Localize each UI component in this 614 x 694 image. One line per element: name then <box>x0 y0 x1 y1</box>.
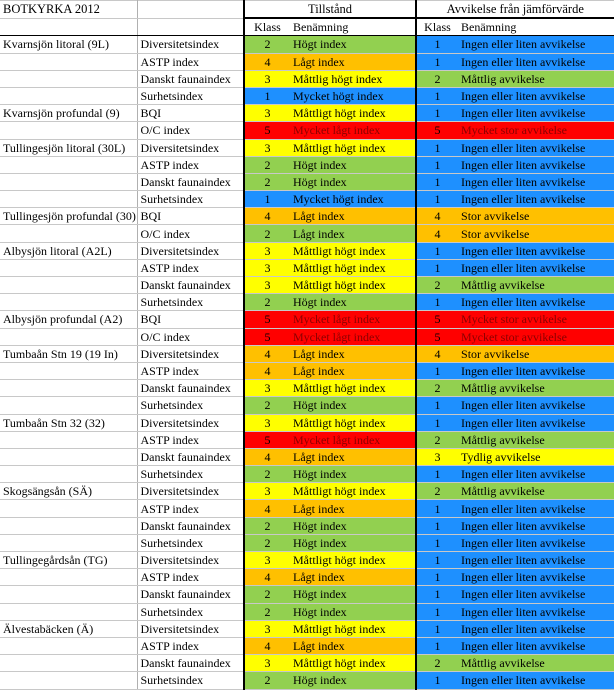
tillstand-klass-cell[interactable]: 4 <box>244 500 290 517</box>
tillstand-benamning-cell[interactable]: Högt index <box>290 534 416 551</box>
avvikelse-benamning-cell[interactable]: Ingen eller liten avvikelse <box>458 242 614 259</box>
avvikelse-benamning-cell[interactable]: Mycket stor avvikelse <box>458 122 614 139</box>
index-name-cell[interactable]: Diversitetsindex <box>137 552 244 569</box>
tillstand-benamning-cell[interactable]: Mycket lågt index <box>290 311 416 328</box>
avvikelse-benamning-cell[interactable]: Mycket stor avvikelse <box>458 328 614 345</box>
header-klass-avvikelse[interactable]: Klass <box>416 18 458 36</box>
index-name-cell[interactable]: ASTP index <box>137 431 244 448</box>
table-row <box>0 431 614 448</box>
site-name-cell[interactable]: Tullingesjön profundal (30) <box>0 208 137 225</box>
avvikelse-klass-cell[interactable]: 1 <box>416 534 458 551</box>
tillstand-klass-cell[interactable]: 4 <box>244 208 290 225</box>
tillstand-benamning-cell[interactable]: Måttligt högt index <box>290 620 416 637</box>
avvikelse-benamning-cell[interactable]: Ingen eller liten avvikelse <box>458 603 614 620</box>
table-row <box>0 122 614 139</box>
tillstand-benamning-cell[interactable]: Mycket lågt index <box>290 431 416 448</box>
index-name-cell[interactable]: Danskt faunaindex <box>137 277 244 294</box>
table-row <box>0 655 614 672</box>
avvikelse-benamning-cell[interactable]: Ingen eller liten avvikelse <box>458 637 614 654</box>
table-row <box>0 87 614 104</box>
avvikelse-benamning-cell[interactable]: Ingen eller liten avvikelse <box>458 191 614 208</box>
index-name-cell[interactable]: ASTP index <box>137 156 244 173</box>
avvikelse-benamning-cell[interactable]: Ingen eller liten avvikelse <box>458 173 614 190</box>
avvikelse-benamning-cell[interactable]: Måttlig avvikelse <box>458 380 614 397</box>
sheet-title[interactable]: BOTKYRKA 2012 <box>0 1 137 19</box>
avvikelse-benamning-cell[interactable]: Ingen eller liten avvikelse <box>458 156 614 173</box>
header-row-main <box>0 1 614 19</box>
site-empty-cell[interactable] <box>0 517 137 534</box>
avvikelse-klass-cell[interactable]: 1 <box>416 242 458 259</box>
site-name-cell[interactable]: Kvarnsjön profundal (9) <box>0 105 137 122</box>
avvikelse-klass-cell[interactable]: 5 <box>416 311 458 328</box>
avvikelse-klass-cell[interactable]: 1 <box>416 500 458 517</box>
tillstand-klass-cell[interactable]: 2 <box>244 173 290 190</box>
table-row <box>0 36 614 53</box>
tillstand-klass-cell[interactable]: 4 <box>244 345 290 362</box>
tillstand-benamning-cell[interactable]: Måttligt högt index <box>290 242 416 259</box>
tillstand-klass-cell[interactable]: 4 <box>244 448 290 465</box>
table-row <box>0 294 614 311</box>
table-row <box>0 672 614 689</box>
index-name-cell[interactable]: ASTP index <box>137 500 244 517</box>
tillstand-benamning-cell[interactable]: Högt index <box>290 466 416 483</box>
site-empty-cell[interactable] <box>0 534 137 551</box>
avvikelse-klass-cell[interactable]: 2 <box>416 655 458 672</box>
index-name-cell[interactable]: Danskt faunaindex <box>137 655 244 672</box>
tillstand-benamning-cell[interactable]: Mycket lågt index <box>290 122 416 139</box>
table-body <box>0 36 614 689</box>
header-empty-cell[interactable] <box>0 18 137 36</box>
tillstand-benamning-cell[interactable]: Måttligt högt index <box>290 483 416 500</box>
tillstand-klass-cell[interactable]: 5 <box>244 311 290 328</box>
index-name-cell[interactable]: O/C index <box>137 328 244 345</box>
index-name-cell[interactable]: Surhetsindex <box>137 672 244 689</box>
avvikelse-klass-cell[interactable]: 1 <box>416 637 458 654</box>
site-name-cell[interactable]: Tullingegårdsån (TG) <box>0 552 137 569</box>
avvikelse-klass-cell[interactable]: 1 <box>416 397 458 414</box>
site-empty-cell[interactable] <box>0 500 137 517</box>
avvikelse-klass-cell[interactable]: 2 <box>416 380 458 397</box>
table-row <box>0 362 614 379</box>
table-row <box>0 397 614 414</box>
index-name-cell[interactable]: Danskt faunaindex <box>137 380 244 397</box>
avvikelse-klass-cell[interactable]: 5 <box>416 328 458 345</box>
site-empty-cell[interactable] <box>0 87 137 104</box>
tillstand-benamning-cell[interactable]: Högt index <box>290 603 416 620</box>
tillstand-klass-cell[interactable]: 3 <box>244 277 290 294</box>
index-name-cell[interactable]: Danskt faunaindex <box>137 173 244 190</box>
avvikelse-klass-cell[interactable]: 3 <box>416 448 458 465</box>
table-row <box>0 242 614 259</box>
avvikelse-benamning-cell[interactable]: Ingen eller liten avvikelse <box>458 552 614 569</box>
table-row <box>0 603 614 620</box>
tillstand-benamning-cell[interactable]: Högt index <box>290 586 416 603</box>
tillstand-klass-cell[interactable]: 3 <box>244 483 290 500</box>
site-name-cell[interactable]: Albysjön litoral (A2L) <box>0 242 137 259</box>
tillstand-klass-cell[interactable]: 3 <box>244 242 290 259</box>
table-row <box>0 345 614 362</box>
table-row <box>0 139 614 156</box>
site-empty-cell[interactable] <box>0 259 137 276</box>
index-name-cell[interactable]: ASTP index <box>137 637 244 654</box>
tillstand-klass-cell[interactable]: 3 <box>244 620 290 637</box>
index-name-cell[interactable]: Diversitetsindex <box>137 36 244 53</box>
tillstand-klass-cell[interactable]: 2 <box>244 156 290 173</box>
index-name-cell[interactable]: Surhetsindex <box>137 397 244 414</box>
site-name-cell[interactable]: Albysjön profundal (A2) <box>0 311 137 328</box>
avvikelse-klass-cell[interactable]: 2 <box>416 277 458 294</box>
tillstand-klass-cell[interactable]: 2 <box>244 534 290 551</box>
header-row-sub <box>0 18 614 36</box>
tillstand-klass-cell[interactable]: 4 <box>244 362 290 379</box>
avvikelse-klass-cell[interactable]: 2 <box>416 70 458 87</box>
header-benamning-tillstand[interactable]: Benämning <box>290 18 416 36</box>
avvikelse-klass-cell[interactable]: 4 <box>416 225 458 242</box>
avvikelse-benamning-cell[interactable]: Ingen eller liten avvikelse <box>458 672 614 689</box>
site-empty-cell[interactable] <box>0 362 137 379</box>
site-empty-cell[interactable] <box>0 191 137 208</box>
site-empty-cell[interactable] <box>0 70 137 87</box>
tillstand-klass-cell[interactable]: 2 <box>244 466 290 483</box>
avvikelse-benamning-cell[interactable]: Ingen eller liten avvikelse <box>458 139 614 156</box>
avvikelse-benamning-cell[interactable]: Måttlig avvikelse <box>458 483 614 500</box>
site-name-cell[interactable]: Tumbaån Stn 19 (19 In) <box>0 345 137 362</box>
site-empty-cell[interactable] <box>0 466 137 483</box>
index-name-cell[interactable]: ASTP index <box>137 362 244 379</box>
avvikelse-klass-cell[interactable]: 1 <box>416 552 458 569</box>
avvikelse-klass-cell[interactable]: 1 <box>416 294 458 311</box>
site-empty-cell[interactable] <box>0 672 137 689</box>
tillstand-benamning-cell[interactable]: Måttligt högt index <box>290 139 416 156</box>
tillstand-benamning-cell[interactable]: Lågt index <box>290 637 416 654</box>
tillstand-benamning-cell[interactable]: Lågt index <box>290 53 416 70</box>
tillstand-klass-cell[interactable]: 2 <box>244 603 290 620</box>
header-benamning-avvikelse[interactable]: Benämning <box>458 18 614 36</box>
avvikelse-klass-cell[interactable]: 1 <box>416 53 458 70</box>
site-name-cell[interactable]: Älvestabäcken (Ä) <box>0 620 137 637</box>
tillstand-klass-cell[interactable]: 3 <box>244 380 290 397</box>
site-empty-cell[interactable] <box>0 294 137 311</box>
site-name-cell[interactable]: Skogsängsån (SÄ) <box>0 483 137 500</box>
avvikelse-benamning-cell[interactable]: Ingen eller liten avvikelse <box>458 534 614 551</box>
avvikelse-klass-cell[interactable]: 1 <box>416 414 458 431</box>
avvikelse-benamning-cell[interactable]: Tydlig avvikelse <box>458 448 614 465</box>
tillstand-benamning-cell[interactable]: Måttligt högt index <box>290 655 416 672</box>
avvikelse-benamning-cell[interactable]: Ingen eller liten avvikelse <box>458 53 614 70</box>
index-name-cell[interactable]: ASTP index <box>137 53 244 70</box>
tillstand-klass-cell[interactable]: 2 <box>244 225 290 242</box>
avvikelse-klass-cell[interactable]: 1 <box>416 36 458 53</box>
table-row <box>0 259 614 276</box>
avvikelse-klass-cell[interactable]: 1 <box>416 466 458 483</box>
index-name-cell[interactable]: ASTP index <box>137 259 244 276</box>
avvikelse-benamning-cell[interactable]: Ingen eller liten avvikelse <box>458 517 614 534</box>
site-empty-cell[interactable] <box>0 397 137 414</box>
index-name-cell[interactable]: O/C index <box>137 122 244 139</box>
avvikelse-benamning-cell[interactable]: Ingen eller liten avvikelse <box>458 87 614 104</box>
index-name-cell[interactable]: Danskt faunaindex <box>137 448 244 465</box>
avvikelse-klass-cell[interactable]: 1 <box>416 173 458 190</box>
avvikelse-benamning-cell[interactable]: Måttlig avvikelse <box>458 431 614 448</box>
avvikelse-benamning-cell[interactable]: Ingen eller liten avvikelse <box>458 397 614 414</box>
avvikelse-klass-cell[interactable]: 1 <box>416 620 458 637</box>
table-row <box>0 483 614 500</box>
tillstand-klass-cell[interactable]: 5 <box>244 122 290 139</box>
tillstand-klass-cell[interactable]: 3 <box>244 139 290 156</box>
table-row <box>0 328 614 345</box>
site-empty-cell[interactable] <box>0 569 137 586</box>
header-tillstand[interactable]: Tillstånd <box>244 1 416 19</box>
avvikelse-klass-cell[interactable]: 1 <box>416 139 458 156</box>
index-name-cell[interactable]: BQI <box>137 311 244 328</box>
table-row <box>0 156 614 173</box>
avvikelse-klass-cell[interactable]: 1 <box>416 259 458 276</box>
avvikelse-benamning-cell[interactable]: Ingen eller liten avvikelse <box>458 620 614 637</box>
avvikelse-klass-cell[interactable]: 1 <box>416 87 458 104</box>
tillstand-benamning-cell[interactable]: Mycket högt index <box>290 87 416 104</box>
header-empty-cell[interactable] <box>137 18 244 36</box>
avvikelse-benamning-cell[interactable]: Ingen eller liten avvikelse <box>458 362 614 379</box>
site-empty-cell[interactable] <box>0 122 137 139</box>
tillstand-benamning-cell[interactable]: Mycket högt index <box>290 191 416 208</box>
tillstand-benamning-cell[interactable]: Lågt index <box>290 362 416 379</box>
index-name-cell[interactable]: ASTP index <box>137 569 244 586</box>
table-row <box>0 191 614 208</box>
index-name-cell[interactable]: Diversitetsindex <box>137 139 244 156</box>
avvikelse-benamning-cell[interactable]: Ingen eller liten avvikelse <box>458 466 614 483</box>
site-empty-cell[interactable] <box>0 448 137 465</box>
tillstand-benamning-cell[interactable]: Lågt index <box>290 225 416 242</box>
avvikelse-klass-cell[interactable]: 1 <box>416 672 458 689</box>
header-empty-cell[interactable] <box>137 1 244 19</box>
tillstand-klass-cell[interactable]: 4 <box>244 569 290 586</box>
tillstand-benamning-cell[interactable]: Högt index <box>290 294 416 311</box>
tillstand-benamning-cell[interactable]: Måttligt högt index <box>290 105 416 122</box>
site-empty-cell[interactable] <box>0 380 137 397</box>
avvikelse-benamning-cell[interactable]: Måttlig avvikelse <box>458 277 614 294</box>
avvikelse-klass-cell[interactable]: 1 <box>416 362 458 379</box>
tillstand-klass-cell[interactable]: 2 <box>244 36 290 53</box>
avvikelse-klass-cell[interactable]: 1 <box>416 156 458 173</box>
table-row <box>0 637 614 654</box>
index-name-cell[interactable]: BQI <box>137 208 244 225</box>
tillstand-benamning-cell[interactable]: Måttligt högt index <box>290 552 416 569</box>
avvikelse-benamning-cell[interactable]: Stor avvikelse <box>458 208 614 225</box>
avvikelse-klass-cell[interactable]: 2 <box>416 431 458 448</box>
tillstand-benamning-cell[interactable]: Mycket lågt index <box>290 328 416 345</box>
index-name-cell[interactable]: Diversitetsindex <box>137 345 244 362</box>
tillstand-klass-cell[interactable]: 3 <box>244 259 290 276</box>
avvikelse-benamning-cell[interactable]: Ingen eller liten avvikelse <box>458 500 614 517</box>
avvikelse-benamning-cell[interactable]: Ingen eller liten avvikelse <box>458 414 614 431</box>
index-name-cell[interactable]: Danskt faunaindex <box>137 517 244 534</box>
avvikelse-benamning-cell[interactable]: Ingen eller liten avvikelse <box>458 569 614 586</box>
table-row <box>0 208 614 225</box>
tillstand-klass-cell[interactable]: 3 <box>244 105 290 122</box>
index-name-cell[interactable]: Diversitetsindex <box>137 620 244 637</box>
site-name-cell[interactable]: Tumbaån Stn 32 (32) <box>0 414 137 431</box>
index-name-cell[interactable]: Diversitetsindex <box>137 242 244 259</box>
table-row <box>0 380 614 397</box>
avvikelse-benamning-cell[interactable]: Ingen eller liten avvikelse <box>458 36 614 53</box>
tillstand-klass-cell[interactable]: 4 <box>244 53 290 70</box>
site-empty-cell[interactable] <box>0 173 137 190</box>
site-empty-cell[interactable] <box>0 603 137 620</box>
tillstand-klass-cell[interactable]: 3 <box>244 655 290 672</box>
tillstand-benamning-cell[interactable]: Måttligt högt index <box>290 259 416 276</box>
avvikelse-benamning-cell[interactable]: Ingen eller liten avvikelse <box>458 105 614 122</box>
index-name-cell[interactable]: Surhetsindex <box>137 603 244 620</box>
tillstand-benamning-cell[interactable]: Lågt index <box>290 345 416 362</box>
tillstand-klass-cell[interactable]: 2 <box>244 397 290 414</box>
table-row <box>0 620 614 637</box>
tillstand-benamning-cell[interactable]: Lågt index <box>290 208 416 225</box>
table-row <box>0 569 614 586</box>
table-row <box>0 534 614 551</box>
site-empty-cell[interactable] <box>0 431 137 448</box>
avvikelse-benamning-cell[interactable]: Stor avvikelse <box>458 225 614 242</box>
tillstand-benamning-cell[interactable]: Måttligt högt index <box>290 277 416 294</box>
tillstand-benamning-cell[interactable]: Lågt index <box>290 500 416 517</box>
index-name-cell[interactable]: BQI <box>137 105 244 122</box>
tillstand-benamning-cell[interactable]: Högt index <box>290 156 416 173</box>
avvikelse-benamning-cell[interactable]: Ingen eller liten avvikelse <box>458 586 614 603</box>
index-name-cell[interactable]: Diversitetsindex <box>137 414 244 431</box>
index-name-cell[interactable]: Surhetsindex <box>137 534 244 551</box>
tillstand-klass-cell[interactable]: 1 <box>244 191 290 208</box>
table-row <box>0 277 614 294</box>
index-name-cell[interactable]: Surhetsindex <box>137 466 244 483</box>
tillstand-benamning-cell[interactable]: Högt index <box>290 672 416 689</box>
tillstand-benamning-cell[interactable]: Högt index <box>290 36 416 53</box>
table-row <box>0 225 614 242</box>
avvikelse-klass-cell[interactable]: 1 <box>416 586 458 603</box>
index-name-cell[interactable]: Danskt faunaindex <box>137 70 244 87</box>
site-name-cell[interactable]: Kvarnsjön litoral (9L) <box>0 36 137 53</box>
index-name-cell[interactable]: Surhetsindex <box>137 294 244 311</box>
site-empty-cell[interactable] <box>0 655 137 672</box>
avvikelse-benamning-cell[interactable]: Mycket stor avvikelse <box>458 311 614 328</box>
table-row <box>0 311 614 328</box>
index-name-cell[interactable]: O/C index <box>137 225 244 242</box>
index-name-cell[interactable]: Danskt faunaindex <box>137 586 244 603</box>
table-row <box>0 70 614 87</box>
avvikelse-klass-cell[interactable]: 1 <box>416 105 458 122</box>
tillstand-klass-cell[interactable]: 3 <box>244 552 290 569</box>
table-row <box>0 105 614 122</box>
avvikelse-benamning-cell[interactable]: Ingen eller liten avvikelse <box>458 259 614 276</box>
site-empty-cell[interactable] <box>0 328 137 345</box>
header-klass-tillstand[interactable]: Klass <box>244 18 290 36</box>
table-row <box>0 500 614 517</box>
tillstand-klass-cell[interactable]: 2 <box>244 672 290 689</box>
tillstand-benamning-cell[interactable]: Lågt index <box>290 448 416 465</box>
tillstand-klass-cell[interactable]: 5 <box>244 328 290 345</box>
avvikelse-klass-cell[interactable]: 1 <box>416 517 458 534</box>
tillstand-klass-cell[interactable]: 2 <box>244 517 290 534</box>
avvikelse-klass-cell[interactable]: 4 <box>416 345 458 362</box>
tillstand-klass-cell[interactable]: 2 <box>244 294 290 311</box>
table-row <box>0 53 614 70</box>
table-row <box>0 586 614 603</box>
index-name-cell[interactable]: Surhetsindex <box>137 87 244 104</box>
table-row <box>0 552 614 569</box>
avvikelse-klass-cell[interactable]: 4 <box>416 208 458 225</box>
tillstand-klass-cell[interactable]: 4 <box>244 637 290 654</box>
tillstand-klass-cell[interactable]: 5 <box>244 431 290 448</box>
table-row <box>0 448 614 465</box>
tillstand-benamning-cell[interactable]: Måttligt högt index <box>290 380 416 397</box>
site-empty-cell[interactable] <box>0 156 137 173</box>
tillstand-benamning-cell[interactable]: Högt index <box>290 397 416 414</box>
table-row <box>0 517 614 534</box>
tillstand-klass-cell[interactable]: 1 <box>244 87 290 104</box>
tillstand-benamning-cell[interactable]: Måttligt högt index <box>290 414 416 431</box>
site-empty-cell[interactable] <box>0 277 137 294</box>
site-empty-cell[interactable] <box>0 53 137 70</box>
tillstand-klass-cell[interactable]: 3 <box>244 70 290 87</box>
site-name-cell[interactable]: Tullingesjön litoral (30L) <box>0 139 137 156</box>
avvikelse-klass-cell[interactable]: 2 <box>416 483 458 500</box>
avvikelse-klass-cell[interactable]: 1 <box>416 191 458 208</box>
avvikelse-klass-cell[interactable]: 5 <box>416 122 458 139</box>
site-empty-cell[interactable] <box>0 637 137 654</box>
tillstand-benamning-cell[interactable]: Lågt index <box>290 569 416 586</box>
index-name-cell[interactable]: Surhetsindex <box>137 191 244 208</box>
header-avvikelse[interactable]: Avvikelse från jämförvärde <box>416 1 614 19</box>
avvikelse-klass-cell[interactable]: 1 <box>416 569 458 586</box>
site-empty-cell[interactable] <box>0 225 137 242</box>
avvikelse-benamning-cell[interactable]: Ingen eller liten avvikelse <box>458 294 614 311</box>
tillstand-benamning-cell[interactable]: Måttlig högt index <box>290 70 416 87</box>
table-row <box>0 173 614 190</box>
tillstand-klass-cell[interactable]: 2 <box>244 586 290 603</box>
avvikelse-benamning-cell[interactable]: Måttlig avvikelse <box>458 70 614 87</box>
table-row <box>0 466 614 483</box>
site-empty-cell[interactable] <box>0 586 137 603</box>
tillstand-benamning-cell[interactable]: Högt index <box>290 517 416 534</box>
avvikelse-klass-cell[interactable]: 1 <box>416 603 458 620</box>
table-row <box>0 414 614 431</box>
tillstand-klass-cell[interactable]: 3 <box>244 414 290 431</box>
avvikelse-benamning-cell[interactable]: Måttlig avvikelse <box>458 655 614 672</box>
index-name-cell[interactable]: Diversitetsindex <box>137 483 244 500</box>
avvikelse-benamning-cell[interactable]: Stor avvikelse <box>458 345 614 362</box>
tillstand-benamning-cell[interactable]: Högt index <box>290 173 416 190</box>
